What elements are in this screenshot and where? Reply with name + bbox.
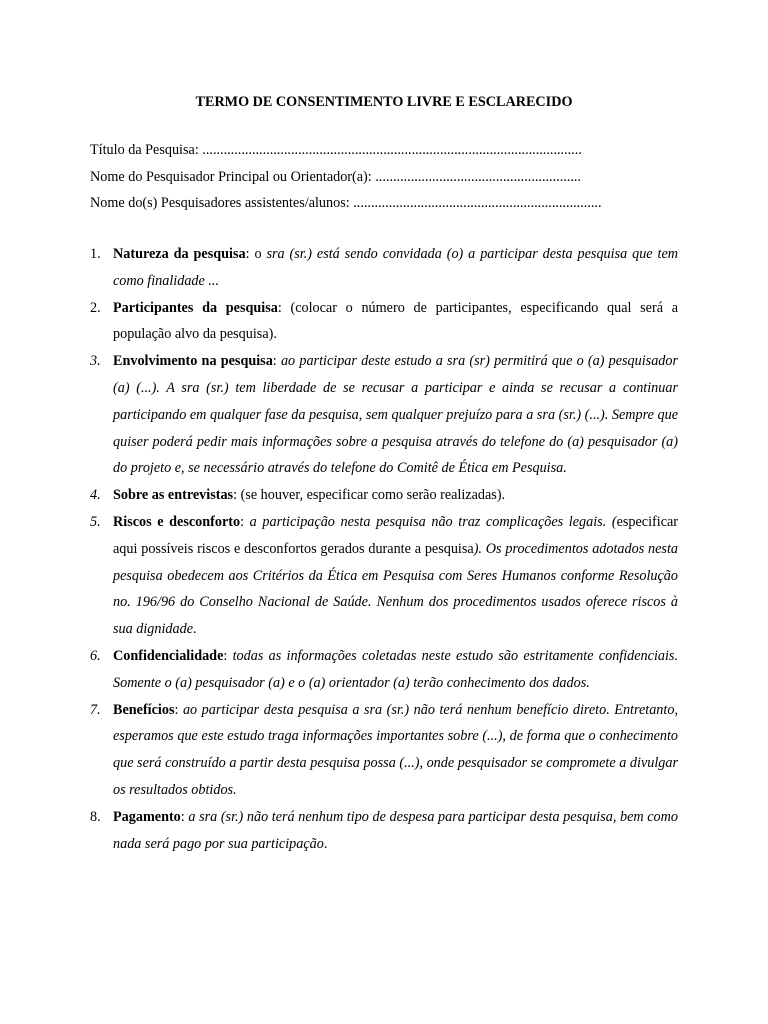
- item-number: 3.: [90, 353, 101, 370]
- list-item: 3. Envolvimento na pesquisa: ao participar deste estudo a sra (sr) permitirá que o (a) pesquisador (a) (...). A sra (sr.) tem liberdade de se recusar a participar e ainda se recusar a continuar participando em qualquer fase da pesquisa, sem qualquer prejuízo para a sra (sr.) (...). Sempre que quiser poderá pedir mais informações sobre a pesquisa através do telefone do (a) pesquisador (a) do projeto e, se necessário através do telefone do Comitê de Ética em Pesquisa.: [90, 348, 678, 482]
- item-text: ). Os procedimentos adotados nesta pesquisa obedecem aos Critérios da Ética em Pesquisa com Seres Humanos conforme Resolução no. 196/96 do Conselho Nacional de Saúde. Nenhum dos procedimentos usados oferece riscos à sua dignidade: [113, 540, 678, 638]
- item-number: 1.: [90, 246, 101, 262]
- research-info: [90, 137, 690, 217]
- list-item: 7. Benefícios: ao participar desta pesquisa a sra (sr.) não terá nenhum benefício direto. Entretanto, esperamos que este estudo traga informações importantes sobre (...), de forma que o conhecimento que será construído a partir desta pesquisa possa (...), onde pesquisador se compromete a divulgar os resultados obtidos.: [90, 697, 678, 804]
- item-text: todas as informações coletadas neste estudo são estritamente confidenciais. Somente o (a) pesquisador (a) e o (a) orientador (a) terão conhecimento dos dados.: [113, 647, 678, 691]
- item-number: 2.: [90, 299, 101, 316]
- item-number: 5.: [90, 513, 101, 530]
- item-heading: Pagamento: [113, 808, 181, 825]
- item-text: a sra (sr.) não terá nenhum tipo de despesa para participar desta pesquisa, bem como nada será pago por sua participação: [113, 808, 678, 852]
- principal-researcher-line: Nome do Pesquisador Principal ou Orientador(a): ..........................................................: [90, 168, 581, 185]
- item-heading: Confidencialidade: [113, 647, 224, 664]
- item-text: a participação nesta pesquisa não traz complicações legais. (: [244, 513, 617, 530]
- list-item: 1. Natureza da pesquisa: o sra (sr.) está sendo convidada (o) a participar desta pesquisa que tem como finalidade ...: [90, 241, 678, 295]
- assistant-researchers-line: Nome do(s) Pesquisadores assistentes/alunos: ......................................................................: [90, 195, 602, 211]
- item-heading: Natureza da pesquisa: [113, 246, 246, 262]
- item-text: especificar aqui possíveis riscos e desconfortos gerados durante a pesquisa: [113, 513, 679, 557]
- item-text: o: [249, 246, 267, 262]
- item-text: sra (sr.) está sendo convidada (o) a participar desta pesquisa que tem como finalidade ...: [113, 246, 678, 289]
- document-title: TERMO DE CONSENTIMENTO LIVRE E ESCLARECIDO: [195, 94, 573, 110]
- consent-items-list: [90, 241, 678, 857]
- list-item: 5. Riscos e desconforto: a participação nesta pesquisa não traz complicações legais. (especificar aqui possíveis riscos e desconfortos gerados durante a pesquisa). Os procedimentos adotados nesta pesquisa obedecem aos Critérios da Ética em Pesquisa com Seres Humanos conforme Resolução no. 196/96 do Conselho Nacional de Saúde. Nenhum dos procedimentos usados oferece riscos à sua dignidade.: [90, 509, 678, 643]
- item-heading: Benefícios: [113, 701, 175, 718]
- item-heading: Riscos e desconforto: [113, 513, 241, 530]
- item-number: 8.: [90, 808, 101, 825]
- item-heading: Participantes da pesquisa: [113, 299, 278, 316]
- item-number: 6.: [90, 647, 101, 664]
- list-item: 2. Participantes da pesquisa: (colocar o número de participantes, especificando qual será a população alvo da pesquisa).: [90, 295, 678, 349]
- item-heading: Sobre as entrevistas: [113, 487, 234, 504]
- list-item: 8. Pagamento: a sra (sr.) não terá nenhum tipo de despesa para participar desta pesquisa, bem como nada será pago por sua participação.: [90, 804, 678, 858]
- item-text: ao participar deste estudo a sra (sr) permitirá que o (a) pesquisador (a) (...). A sra (sr.) tem liberdade de se recusar a participar e ainda se recusar a continuar participando em qualquer fase da pesquisa, sem qualquer prejuízo para a sra (sr.) (...). Sempre que quiser poderá pedir mais informações sobre a pesquisa através do telefone do (a) pesquisador (a) do projeto e, se necessário através do telefone do Comitê de Ética em Pesquisa.: [113, 353, 678, 477]
- item-number: 4.: [90, 487, 101, 504]
- item-text: (colocar o número de participantes, especificando qual será a população alvo da pesquisa).: [113, 299, 678, 343]
- item-heading: Envolvimento na pesquisa: [113, 353, 273, 370]
- item-text: (se houver, especificar como serão realizadas).: [237, 487, 506, 504]
- item-text: ao participar desta pesquisa a sra (sr.) não terá nenhum benefício direto. Entretanto, esperamos que este estudo traga informações importantes sobre (...), de forma que o conhecimento que será construído a partir desta pesquisa possa (...), onde pesquisador se compromete a divulgar os resultados obtidos.: [113, 701, 678, 798]
- research-title-line: Título da Pesquisa: ...........................................................................................................: [90, 142, 582, 158]
- list-item: 4. Sobre as entrevistas: (se houver, especificar como serão realizadas).: [90, 482, 678, 509]
- list-item: 6. Confidencialidade: todas as informações coletadas neste estudo são estritamente confidenciais. Somente o (a) pesquisador (a) e o (a) orientador (a) terão conhecimento dos dados.: [90, 643, 678, 697]
- item-number: 7.: [90, 701, 101, 718]
